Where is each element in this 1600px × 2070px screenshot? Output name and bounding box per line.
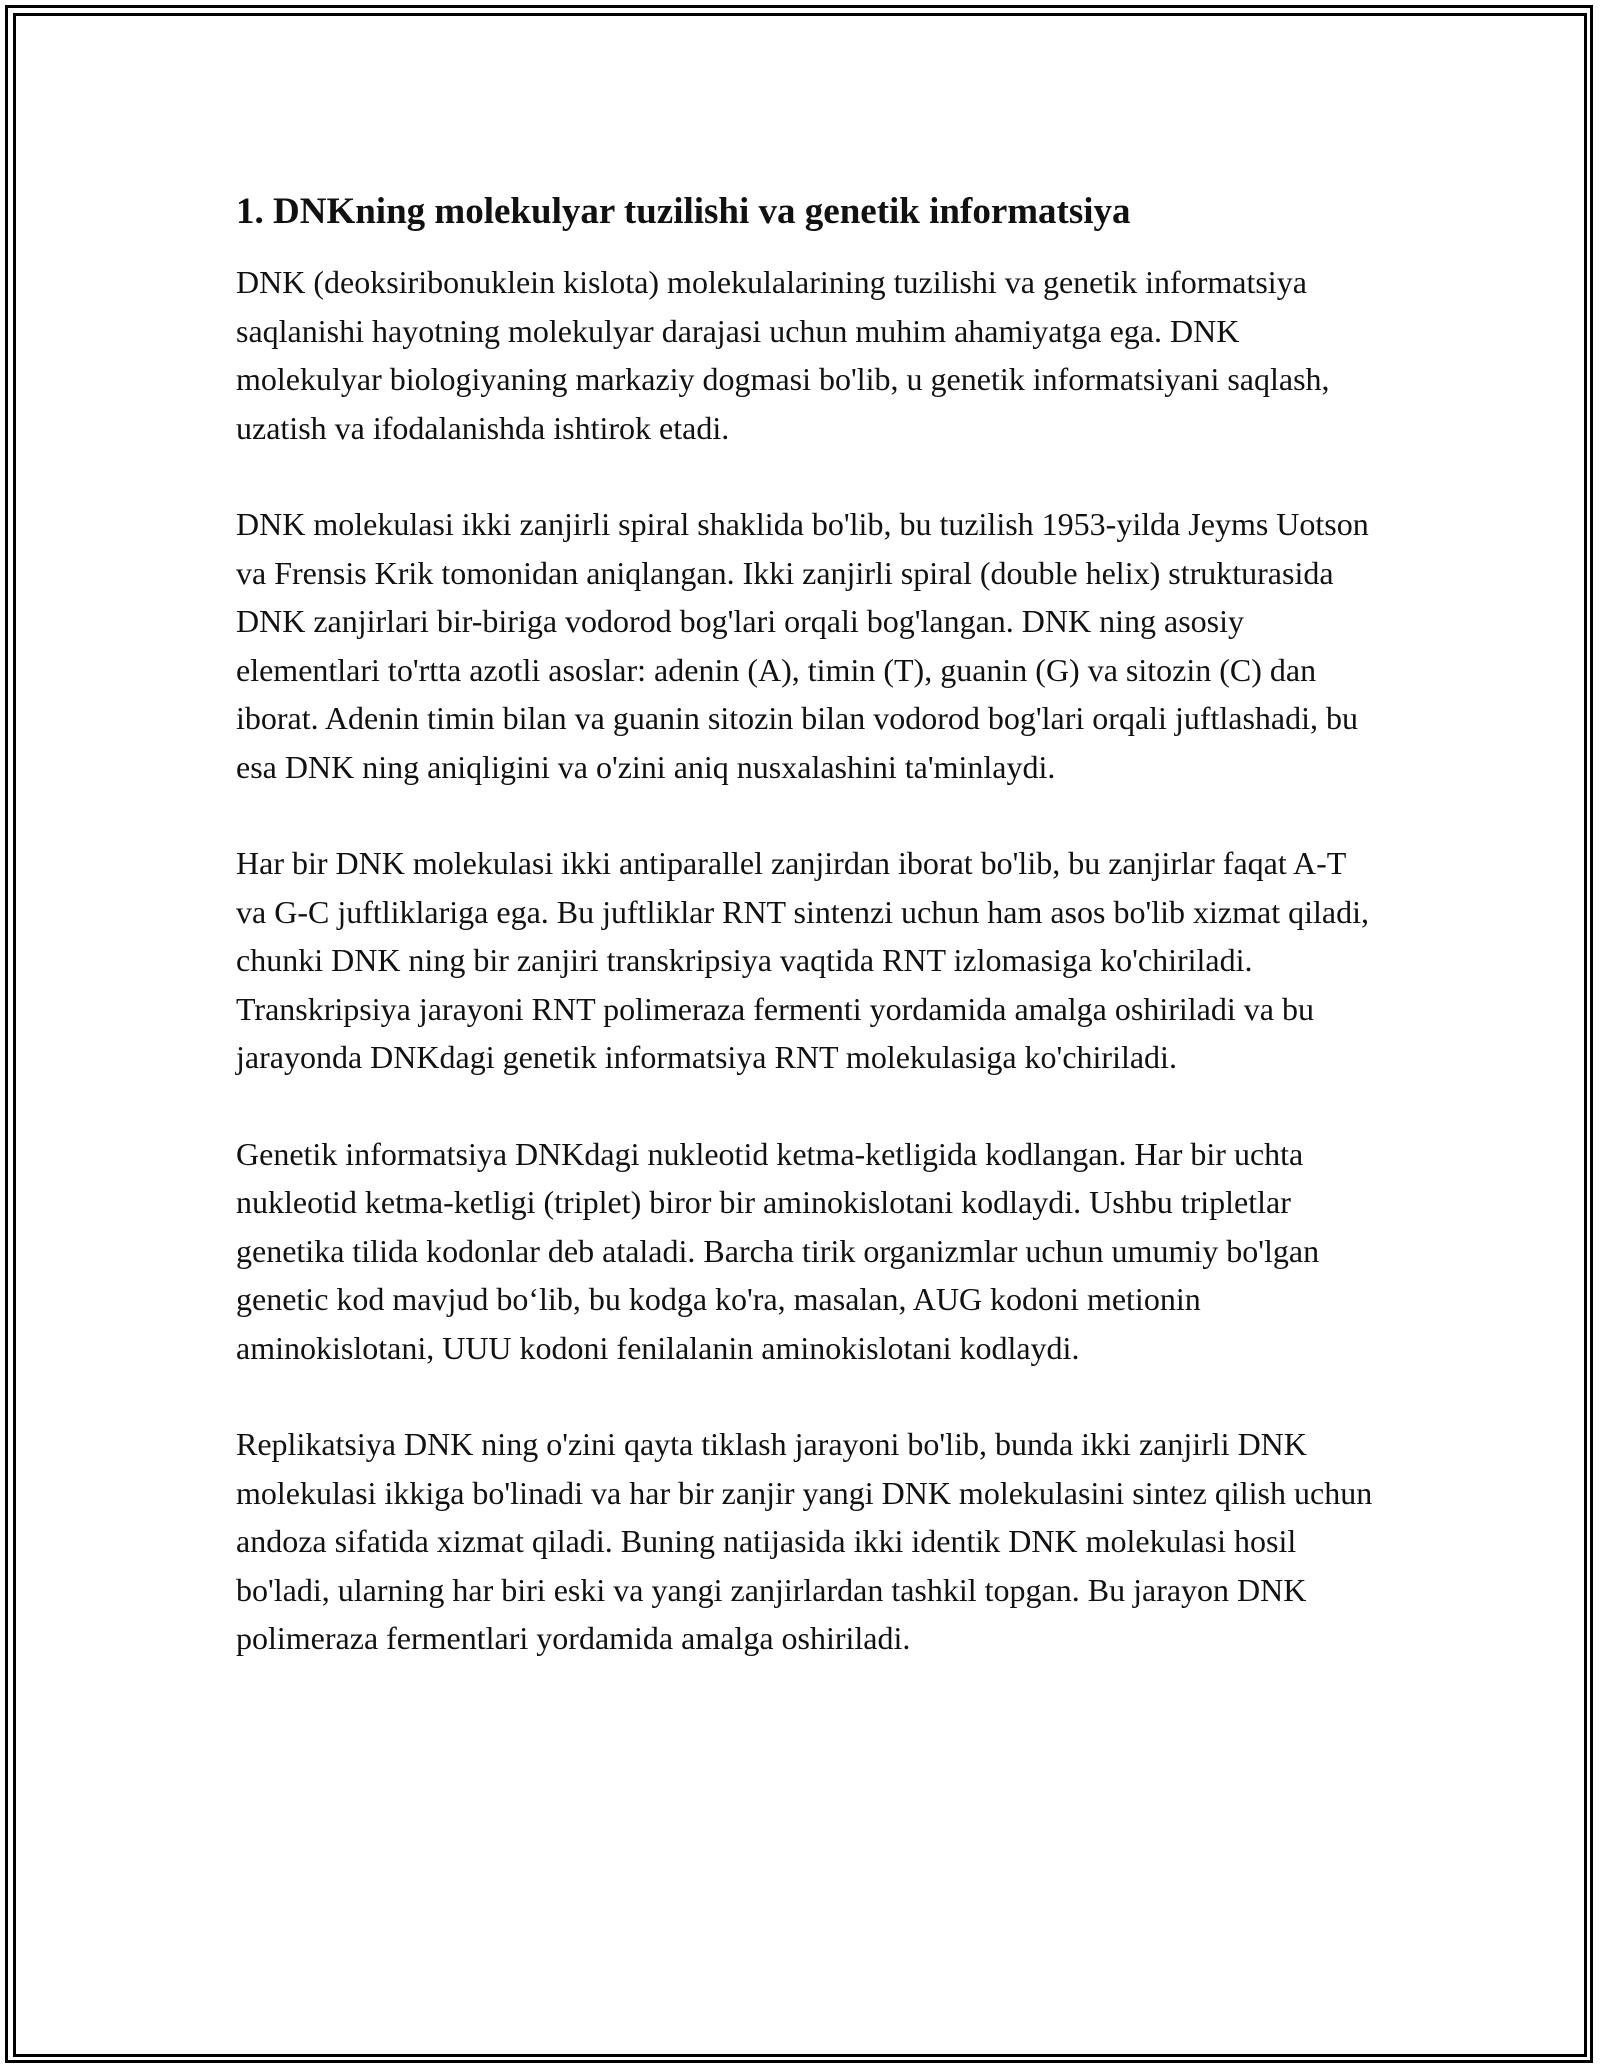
section-heading: 1. DNKning molekulyar tuzilishi va genetik informatsiya [236,191,1131,232]
paragraph-replication: Replikatsiya DNK ning o'zini qayta tiklash jarayoni bo'lib, bunda ikki zanjirli DNK molekulasi ikkiga bo'linadi va har bir zanjir yangi DNK molekulasini sintez qilish uchun andoza sifatida xizmat qiladi. Buning natijasida ikki identik DNK molekulasi hosil bo'ladi, ularning har biri eski va yangi zanjirlardan tashkil topgan. Bu jarayon DNK polimeraza fermentlari yordamida amalga oshiriladi. [236,1426,1373,1656]
paragraph-genetic-code: Genetik informatsiya DNKdagi nukleotid ketma-ketligida kodlangan. Har bir uchta nukleotid ketma-ketligi (triplet) biror bir aminokislotani kodlaydi. Ushbu tripletlar genetika tilida kodonlar deb ataladi. Barcha tirik organizmlar uchun umumiy bo'lgan genetic kod mavjud bo‘lib, bu kodga ko'ra, masalan, AUG kodoni metionin aminokislotani, UUU kodoni fenilalanin aminokislotani kodlaydi. [236,1135,1320,1366]
paragraph-double-helix: DNK molekulasi ikki zanjirli spiral shaklida bo'lib, bu tuzilish 1953-yilda Jeyms Uotson va Frensis Krik tomonidan aniqlangan. Ikki zanjirli spiral (double helix) strukturasida DNK zanjirlari bir-biriga vodorod bog'lari orqali bog'langan. DNK ning asosiy elementlari to'rtta azotli asoslar: adenin (A), timin (T), guanin (G) va sitozin (C) dan iborat. Adenin timin bilan va guanin sitozin bilan vodorod bog'lari orqali juftlashadi, bu esa DNK ning aniqligini va o'zini aniq nusxalashini ta'minlaydi. [236,506,1369,785]
paragraph-intro: DNK (deoksiribonuklein kislota) molekulalarining tuzilishi va genetik informatsiya saqlanishi hayotning molekulyar darajasi uchun muhim ahamiyatga ega. DNK molekulyar biologiyaning markaziy dogmasi bo'lib, u genetik informatsiyani saqlash, uzatish va ifodalanishda ishtirok etadi. [236,264,1330,446]
document-body [236,188,1376,1711]
paragraph-transcription: Har bir DNK molekulasi ikki antiparallel zanjirdan iborat bo'lib, bu zanjirlar faqat A-T va G-C juftliklariga ega. Bu juftliklar RNT sintenzi uchun ham asos bo'lib xizmat qiladi, chunki DNK ning bir zanjiri transkripsiya vaqtida RNT izlomasiga ko'chiriladi. Transkripsiya jarayoni RNT polimeraza fermenti yordamida amalga oshiriladi va bu jarayonda DNKdagi genetik informatsiya RNT molekulasiga ko'chiriladi. [236,845,1369,1075]
